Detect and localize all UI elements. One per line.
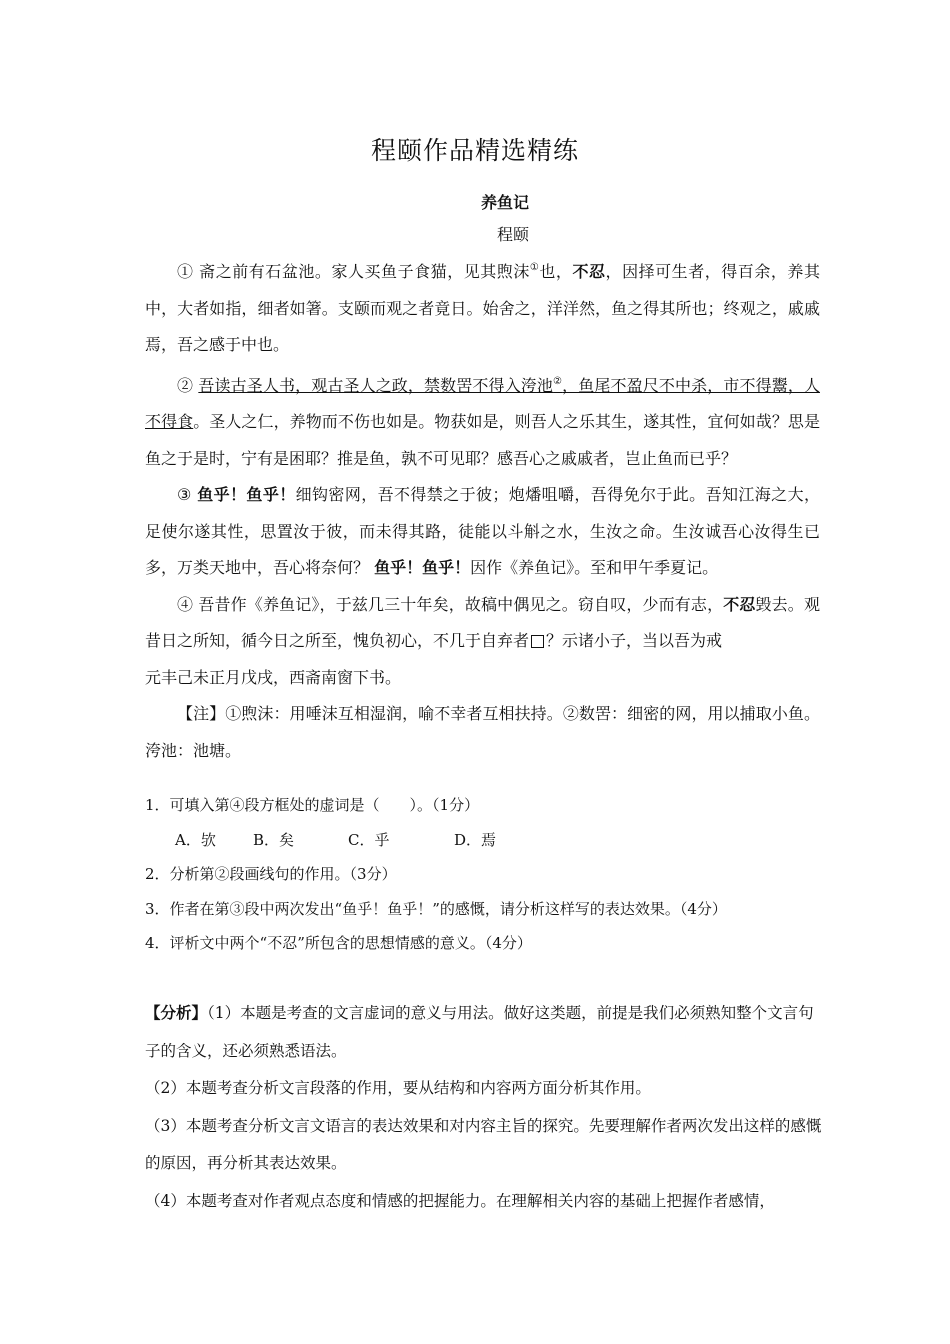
question-3: 3．作者在第③段中两次发出“鱼乎！鱼乎！”的感慨，请分析这样写的表达效果。（4分） bbox=[145, 899, 727, 918]
paragraph-text: 细钩密网，吾不得禁之于彼；炮燔咀嚼，吾得免尔于此。吾知江海之大，足使尔遂其性，思置汝于彼，而未得其路，徒能以斗斛之水，生汝之命。生汝诚吾心汝得生已多，万类天地中，吾心将奈何？ bbox=[145, 485, 820, 577]
paragraph-2 bbox=[145, 364, 820, 478]
option-a: A．欤 bbox=[175, 830, 216, 849]
paragraph-text: ？示诸小子，当以吾为戒 bbox=[546, 631, 723, 650]
underlined-text: ，鱼尾不盈尺不中杀，市不得鬻，人不得食 bbox=[145, 375, 820, 431]
option-d: D．焉 bbox=[454, 830, 497, 849]
analysis-text: （1）本题是考查的文言虚词的意义与用法。做好这类题，前提是我们必须熟知整个文言句子的含义，还必须熟悉语法。 bbox=[145, 1004, 814, 1060]
page-title: 程颐作品精选精练 bbox=[370, 136, 579, 165]
paragraph-text: 也， bbox=[539, 262, 573, 281]
question-2: 2．分析第②段画线句的作用。（3分） bbox=[145, 865, 397, 883]
note-label: 【注】 bbox=[177, 704, 226, 723]
question-1: 1．可填入第④段方框处的虚词是（ ）。（1分） bbox=[145, 796, 480, 814]
analysis-1 bbox=[145, 994, 825, 1070]
paragraph-text: 吾昔作《养鱼记》，于兹几三十年矣，故稿中偶见之。窃自叹，少而有志， bbox=[198, 594, 724, 614]
question-4: 4．评析文中两个“不忍”所包含的思想情感的意义。（4分） bbox=[145, 934, 532, 952]
paragraph-4 bbox=[145, 587, 820, 660]
question-1-options bbox=[145, 823, 825, 858]
option-b: B．矣 bbox=[253, 830, 295, 849]
blank-box bbox=[531, 635, 544, 648]
paragraph-text: 。圣人之仁，养物而不伤也如是。物获如是，则吾人之乐其生，遂其性，宜何如哉？思是鱼之于是时，宁有是困耶？推是鱼，孰不可见耶？感吾心之戚戚者，岂止鱼而已乎？ bbox=[145, 412, 820, 468]
paragraph-1 bbox=[145, 250, 820, 364]
footnote-marker: ② bbox=[553, 375, 563, 387]
paragraph-number: ③ bbox=[177, 485, 192, 504]
paragraph-text: 毁去。观昔日之所知，循今日之所至，愧负初心，不几于自弃者 bbox=[145, 594, 820, 650]
paragraph-text: 因作《养鱼记》。至和甲午季夏记。 bbox=[470, 558, 719, 577]
questions-section bbox=[145, 788, 825, 961]
analysis-label: 【分析】 bbox=[145, 1003, 208, 1022]
footnote-marker: ① bbox=[529, 262, 540, 273]
bold-phrase: 不忍 bbox=[572, 262, 606, 281]
essay-author: 程颐 bbox=[496, 225, 529, 244]
paragraph-5: 元丰己未正月戊戌，西斋南窗下书。 bbox=[145, 667, 402, 687]
option-c: C．乎 bbox=[348, 830, 390, 849]
bold-phrase: 鱼乎！鱼乎！ bbox=[374, 558, 471, 577]
paragraph-number: ① bbox=[177, 262, 194, 281]
analysis-2: （2）本题考查分析文言段落的作用，要从结构和内容两方面分析其作用。 bbox=[145, 1079, 651, 1097]
paragraph-number: ④ bbox=[177, 594, 194, 614]
essay-title: 养鱼记 bbox=[480, 193, 529, 212]
essay-body bbox=[145, 250, 820, 769]
analysis-3: （3）本题考查分析文言文语言的表达效果和对内容主旨的探究。先要理解作者两次发出这样的感慨的原因，再分析其表达效果。 bbox=[145, 1116, 822, 1172]
bold-phrase: 鱼乎！鱼乎！ bbox=[197, 485, 296, 504]
paragraph-text: 斋之前有石盆池。家人买鱼子食猫，见其煦沫 bbox=[199, 262, 530, 281]
analysis-section bbox=[145, 994, 825, 1220]
underlined-text: 吾读古圣人书，观古圣人之政，禁数罟不得入洿池 bbox=[198, 375, 554, 395]
paragraph-text: ，因择可生者，得百余，养其中，大者如指，细者如箸。支颐而观之者竟日。始舍之，洋洋然，鱼之得其所也；终观之，戚戚焉，吾之感于中也。 bbox=[145, 262, 820, 354]
bold-phrase: 不忍 bbox=[723, 594, 756, 614]
paragraph-number: ② bbox=[177, 375, 194, 395]
annotation-note bbox=[145, 696, 820, 769]
analysis-4: （4）本题考查对作者观点态度和情感的把握能力。在理解相关内容的基础上把握作者感情， bbox=[145, 1191, 775, 1210]
note-text: ①煦沫：用唾沫互相湿润，喻不幸者互相扶持。②数罟：细密的网，用以捕取小鱼。洿池：池塘。 bbox=[145, 704, 820, 760]
paragraph-3 bbox=[145, 477, 820, 587]
